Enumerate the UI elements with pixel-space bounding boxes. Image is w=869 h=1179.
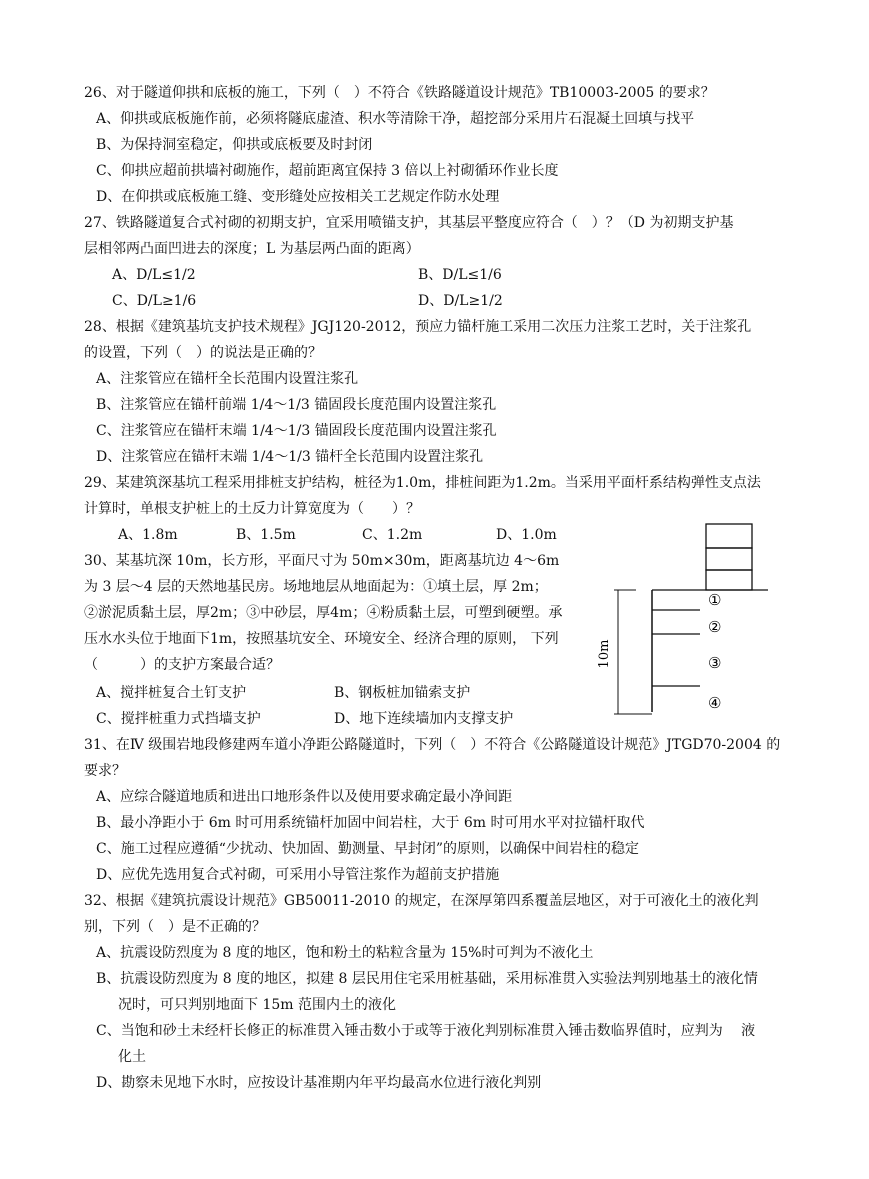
layer-marker-2: ② <box>708 618 722 636</box>
question-32-option-a: A、抗震设防烈度为 8 度的地区，饱和粉土的粘粒含量为 15%时可判为不液化土 <box>96 945 594 961</box>
question-26-stem: 26、对于隧道仰拱和底板的施工，下列（ ）不符合《铁路隧道设计规范》TB10003-2005 的要求？ <box>84 85 715 101</box>
question-30-stem-line1: 30、某基坑深 10m，长方形，平面尺寸为 50m×30m，距离基坑边 4～6m <box>84 553 560 569</box>
layer-marker-4: ④ <box>708 694 722 712</box>
building-floor-1 <box>706 570 752 590</box>
question-32-option-b-cont: 况时，可只判别地面下 15m 范围内土的液化 <box>118 997 396 1013</box>
question-26-option-c: C、仰拱应超前拱墙衬砌施作，超前距离宜保持 3 倍以上衬砌循环作业长度 <box>96 163 559 179</box>
question-29-option-d: D、1.0m <box>496 527 557 543</box>
question-27-option-a: A、D/L≤1/2 <box>112 267 196 283</box>
question-32-option-c-cont: 化土 <box>118 1049 146 1065</box>
question-27-stem: 27、铁路隧道复合式衬砌的初期支护，宜采用喷锚支护，其基层平整度应符合（ ）？（D 为初期支护基 <box>84 215 734 231</box>
question-29-option-c: C、1.2m <box>362 527 423 543</box>
question-26-option-b: B、为保持洞室稳定，仰拱或底板要及时封闭 <box>96 137 373 153</box>
question-31-stem: 31、在Ⅳ 级围岩地段修建两车道小净距公路隧道时，下列（ ）不符合《公路隧道设计规范》JTGD70-2004 的 <box>84 737 781 753</box>
layer-marker-3: ③ <box>708 654 722 672</box>
question-27-stem-cont: 层相邻两凸面凹进去的深度；L 为基层两凸面的距离） <box>84 241 420 257</box>
question-30-stem-line4: 压水水头位于地面下1m，按照基坑安全、环境安全、经济合理的原则， 下列 <box>84 631 559 647</box>
question-30-option-b: B、钢板桩加锚索支护 <box>334 685 471 701</box>
question-32-option-c: C、当饱和砂土未经杆长修正的标准贯入锤击数小于或等于液化判别标准贯入锤击数临界值时，应判为 液 <box>96 1023 756 1039</box>
question-27-option-d: D、D/L≥1/2 <box>418 293 503 309</box>
question-26-option-d: D、在仰拱或底板施工缝、变形缝处应按相关工艺规定作防水处理 <box>96 189 500 205</box>
question-29-option-b: B、1.5m <box>236 527 296 543</box>
question-27-option-b: B、D/L≤1/6 <box>418 267 502 283</box>
question-29-stem: 29、某建筑深基坑工程采用排桩支护结构，桩径为1.0m，排桩间距为1.2m。当采用平面杆系结构弹性支点法 <box>84 475 761 491</box>
question-30-option-c: C、搅拌桩重力式挡墙支护 <box>96 711 261 727</box>
question-30-stem-line5: （ ）的支护方案最合适？ <box>84 657 280 673</box>
question-30-option-d: D、地下连续墙加内支撑支护 <box>334 711 514 727</box>
question-28-stem: 28、根据《建筑基坑支护技术规程》JGJ120-2012，预应力锚杆施工采用二次压力注浆工艺时，关于注浆孔 <box>84 319 752 335</box>
question-31-option-d: D、应优先选用复合式衬砌，可采用小导管注浆作为超前支护措施 <box>96 867 500 883</box>
building-floor-3 <box>706 524 752 548</box>
question-28-option-a: A、注浆管应在锚杆全长范围内设置注浆孔 <box>96 371 359 387</box>
question-30-stem-line3: ②淤泥质黏土层，厚2m；③中砂层，厚4m；④粉质黏土层，可塑到硬塑。承 <box>84 605 563 621</box>
question-28-option-d: D、注浆管应在锚杆末端 1/4～1/3 锚杆全长范围内设置注浆孔 <box>96 449 484 465</box>
foundation-pit-diagram <box>596 512 776 724</box>
question-32-stem-cont: 别，下列（ ）是不正确的？ <box>84 919 266 935</box>
building-floor-2 <box>706 548 752 570</box>
question-32-option-d: D、勘察未见地下水时，应按设计基准期内年平均最高水位进行液化判别 <box>96 1075 542 1091</box>
question-30-option-a: A、搅拌桩复合土钉支护 <box>96 685 247 701</box>
question-31-option-c: C、施工过程应遵循“少扰动、快加固、勤测量、早封闭”的原则，以确保中间岩柱的稳定 <box>96 841 640 857</box>
question-31-stem-cont: 要求？ <box>84 763 126 779</box>
question-31-option-a: A、应综合隧道地质和进出口地形条件以及使用要求确定最小净间距 <box>96 789 513 805</box>
question-27-option-c: C、D/L≥1/6 <box>112 293 197 309</box>
question-30-stem-line2: 为 3 层～4 层的天然地基民房。场地地层从地面起为：①填土层，厚 2m； <box>84 579 548 595</box>
question-29-stem-cont: 计算时，单根支护桩上的土反力计算宽度为（ ）？ <box>84 501 420 517</box>
question-28-option-c: C、注浆管应在锚杆末端 1/4～1/3 锚固段长度范围内设置注浆孔 <box>96 423 497 439</box>
depth-label: 10m <box>597 639 612 669</box>
question-28-stem-cont: 的设置，下列（ ）的说法是正确的？ <box>84 345 322 361</box>
question-28-option-b: B、注浆管应在锚杆前端 1/4～1/3 锚固段长度范围内设置注浆孔 <box>96 397 497 413</box>
question-32-stem: 32、根据《建筑抗震设计规范》GB50011-2010 的规定，在深厚第四系覆盖层地区，对于可液化土的液化判 <box>84 893 759 909</box>
question-26-option-a: A、仰拱或底板施作前，必须将隧底虚渣、积水等清除干净，超挖部分采用片石混凝土回填与找平 <box>96 111 695 127</box>
question-29-option-a: A、1.8m <box>118 527 178 543</box>
layer-marker-1: ① <box>708 591 722 609</box>
question-31-option-b: B、最小净距小于 6m 时可用系统锚杆加固中间岩柱，大于 6m 时可用水平对拉锚杆取代 <box>96 815 645 831</box>
question-32-option-b: B、抗震设防烈度为 8 度的地区，拟建 8 层民用住宅采用桩基础，采用标准贯入实验法判别地基土的液化情 <box>96 971 758 987</box>
